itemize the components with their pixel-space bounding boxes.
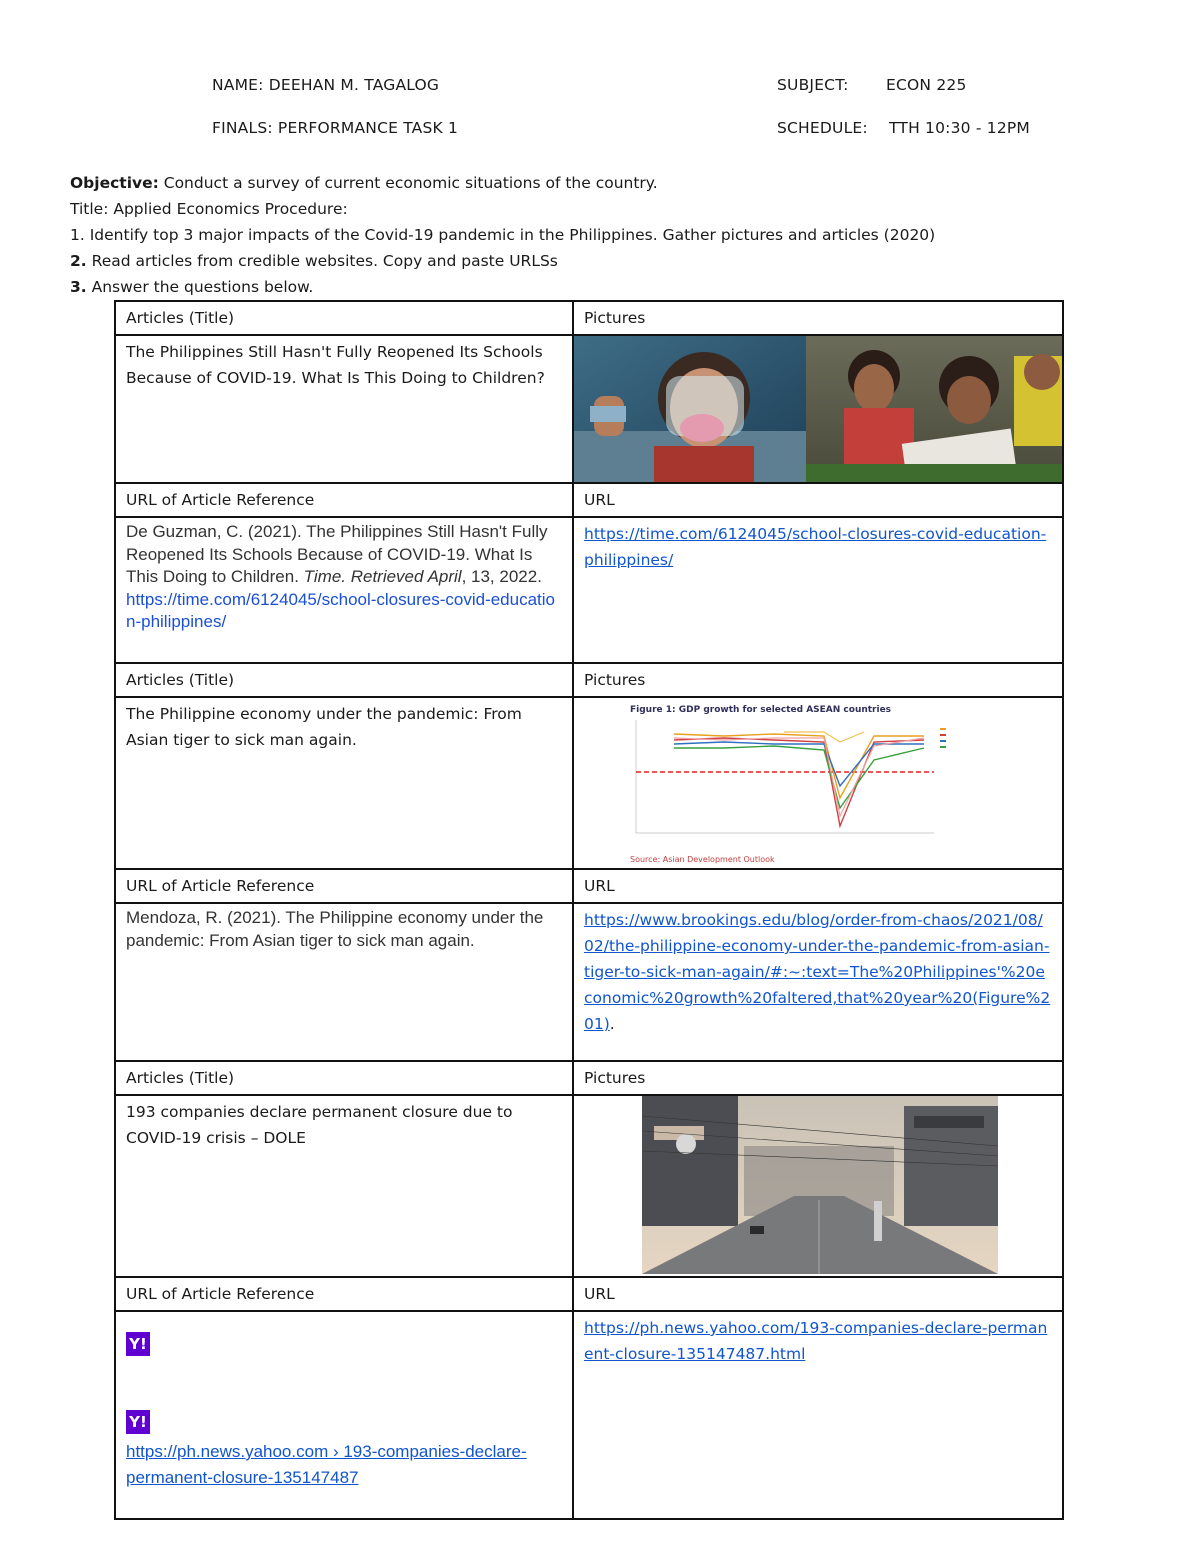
header-url-reference: URL of Article Reference xyxy=(115,1277,573,1311)
article-title-2: The Philippine economy under the pandemic: From Asian tiger to sick man again. xyxy=(115,697,573,869)
objective-label: Objective: xyxy=(70,174,159,192)
header-url: URL xyxy=(573,1277,1063,1311)
citation-italic: Time. Retrieved April xyxy=(303,567,462,586)
picture-cell-1 xyxy=(573,335,1063,483)
articles-table xyxy=(114,300,1064,1520)
step-1 xyxy=(70,222,935,248)
subject-label: SUBJECT: xyxy=(777,76,849,94)
figure-source: Source: Asian Development Outlook xyxy=(630,855,775,864)
step-num: 1. xyxy=(70,226,85,244)
subject-value: ECON 225 xyxy=(886,76,967,94)
task-title: FINALS: PERFORMANCE TASK 1 xyxy=(212,119,459,137)
header-url: URL xyxy=(573,869,1063,903)
title-line: Title: Applied Economics Procedure: xyxy=(70,200,348,218)
objective-text: Conduct a survey of current economic situations of the country. xyxy=(158,174,658,192)
yahoo-logo-icon: Y! xyxy=(126,1410,150,1434)
schedule-value: TTH 10:30 - 12PM xyxy=(889,119,1031,137)
gdp-growth-figure xyxy=(574,698,1062,866)
picture-cell-2 xyxy=(573,697,1063,869)
article-url-link-2[interactable]: https://www.brookings.edu/blog/order-from-chaos/2021/08/02/the-philippine-economy-under-the-pandemic-from-asian-tiger-to-sick-man-again/#:~:text=The%20Philippines'%20economic%20growth%20faltered,that%20year%20(Figure%201) xyxy=(584,911,1051,1033)
schedule-label: SCHEDULE: xyxy=(777,119,868,137)
step-text: Answer the questions below. xyxy=(86,278,314,296)
objective-line xyxy=(70,170,935,196)
header-url-reference: URL of Article Reference xyxy=(115,483,573,517)
article-url-link-1[interactable]: https://time.com/6124045/school-closures-covid-education-philippines/ xyxy=(584,525,1047,569)
article-url-link-3[interactable]: https://ph.news.yahoo.com/193-companies-declare-permanent-closure-135147487.html xyxy=(584,1319,1048,1363)
article-title-1: The Philippines Still Hasn't Fully Reopened Its Schools Because of COVID-19. What Is This Doing to Children? xyxy=(115,335,573,483)
instructions xyxy=(70,170,935,300)
header-url: URL xyxy=(573,483,1063,517)
header-pictures: Pictures xyxy=(573,663,1063,697)
url-cell-3 xyxy=(573,1311,1063,1519)
citation-text: De Guzman, C. (2021). The Philippines Still Hasn't Fully Reopened Its Schools Because of COVID-19. What Is This Doing to Children. xyxy=(126,522,548,586)
header-articles-title: Articles (Title) xyxy=(115,1061,573,1095)
step-text: Identify top 3 major impacts of the Covid-19 pandemic in the Philippines. Gather pictures and articles (2020) xyxy=(84,226,936,244)
header-pictures: Pictures xyxy=(573,301,1063,335)
step-2 xyxy=(70,248,935,274)
citation-text: , 13, 2022. xyxy=(461,567,542,586)
url-tail: . xyxy=(609,1015,615,1033)
header-articles-title: Articles (Title) xyxy=(115,301,573,335)
step-num: 3. xyxy=(70,278,87,296)
citation-1 xyxy=(126,521,562,634)
step-text: Read articles from credible websites. Copy and paste URLSs xyxy=(86,252,558,270)
student-name: NAME: DEEHAN M. TAGALOG xyxy=(212,76,440,94)
url-cell-1 xyxy=(573,517,1063,663)
reference-cell-3 xyxy=(115,1311,573,1519)
header-articles-title: Articles (Title) xyxy=(115,663,573,697)
step-3 xyxy=(70,274,935,300)
picture-cell-3 xyxy=(573,1095,1063,1277)
step-num: 2. xyxy=(70,252,87,270)
header-url-reference: URL of Article Reference xyxy=(115,869,573,903)
citation-2: Mendoza, R. (2021). The Philippine economy under the pandemic: From Asian tiger to sick man again. xyxy=(126,908,544,950)
citation-url[interactable]: https://time.com/6124045/school-closures-covid-education-philippines/ xyxy=(126,589,555,631)
reference-cell-1 xyxy=(115,517,573,663)
yahoo-logo-icon: Y! xyxy=(126,1332,150,1356)
yahoo-article-link[interactable]: https://ph.news.yahoo.com › 193-companies-declare-permanent-closure-135147487 xyxy=(126,1442,527,1487)
url-cell-2 xyxy=(573,903,1063,1061)
reference-cell-2 xyxy=(115,903,573,1061)
article-title-3: 193 companies declare permanent closure due to COVID-19 crisis – DOLE xyxy=(115,1095,573,1277)
empty-street-photo xyxy=(574,1096,1062,1274)
figure-title: Figure 1: GDP growth for selected ASEAN countries xyxy=(630,705,892,715)
schoolchildren-photo xyxy=(574,336,1062,482)
header-pictures: Pictures xyxy=(573,1061,1063,1095)
